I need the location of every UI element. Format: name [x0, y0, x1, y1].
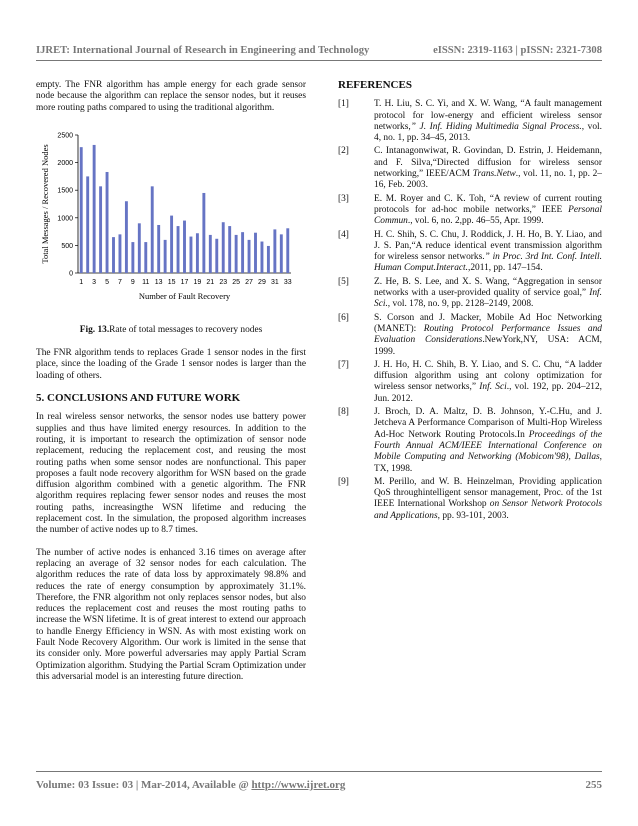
bar: [215, 239, 218, 273]
paragraph: empty. The FNR algorithm has ample energy for each grade sensor node because the algorithm can replace the sensor nodes, but it reuses more routing paths compared to using the traditional algorithm.: [36, 80, 306, 113]
y-axis-label: Total Messages / Recovered Nodes: [40, 144, 50, 264]
bar: [170, 215, 173, 272]
y-tick-label: 2000: [57, 159, 73, 167]
bar: [190, 236, 193, 272]
x-tick-label: 17: [180, 278, 189, 286]
bar-chart: [36, 125, 306, 313]
reference-item: [5] Z. He, B. S. Lee, and X. S. Wang, “Aggregation in sensor networks with a user-provided quality of service goal,” Inf. Sci., vol. 178, no. 9, pp. 2128–2149, 2008.: [338, 276, 602, 310]
x-tick-label: 11: [142, 278, 150, 286]
section-title: 5. CONCLUSIONS AND FUTURE WORK: [36, 392, 241, 405]
bar: [267, 246, 270, 273]
bar: [164, 240, 167, 273]
bar: [177, 226, 180, 273]
y-tick-label: 1500: [57, 187, 73, 195]
bar: [144, 242, 147, 273]
running-footer: [36, 779, 602, 791]
reference-item: [2] C. Intanagonwiwat, R. Govindan, D. Estrin, J. Heidemann, and F. Silva,“Directed diffusion for wireless sensor networking,” IEEE/ACM Trans.Netw., vol. 11, no. 1, pp. 2–16, Feb. 2003.: [338, 146, 602, 191]
x-tick-label: 23: [219, 278, 228, 286]
bar: [93, 145, 96, 273]
bar: [151, 186, 154, 273]
x-tick-label: 7: [118, 278, 122, 286]
x-tick-label: 15: [167, 278, 176, 286]
right-column: [338, 80, 602, 524]
bar: [273, 229, 276, 273]
bar: [248, 240, 251, 273]
reference-item: [6] S. Corson and J. Macker, Mobile Ad Hoc Networking (MANET): Routing Protocol Performance Issues and Evaluation Considerations.NewYork,NY, USA: ACM, 1999.: [338, 312, 602, 357]
bar: [196, 233, 199, 273]
references-title: REFERENCES: [338, 79, 412, 91]
bar: [138, 223, 141, 273]
bar: [209, 235, 212, 273]
x-axis-label: Number of Fault Recovery: [138, 290, 231, 301]
bar: [183, 220, 186, 272]
y-tick-label: 1000: [57, 215, 73, 223]
x-tick-label: 33: [283, 278, 292, 286]
paragraph: The FNR algorithm tends to replaces Grade 1 sensor nodes in the first place, since the loading of the Grade 1 sensor nodes is larger than the loading of others.: [36, 348, 306, 381]
reference-item: [9] M. Perillo, and W. B. Heinzelman, Providing application QoS throughintelligent sensor management, Proc. of the 1st IEEE International Workshop on Sensor Network Protocols and Applications, pp. 93-101, 2003.: [338, 476, 602, 521]
bar: [106, 172, 109, 273]
left-column: [36, 80, 306, 694]
journal-name: IJRET: International Journal of Research in Engineering and Technology: [36, 45, 370, 56]
header-rule: [36, 60, 602, 61]
y-tick-label: 500: [61, 242, 73, 250]
journal-link[interactable]: http://www.ijret.org: [251, 779, 346, 791]
bar: [222, 222, 225, 273]
x-tick-label: 27: [245, 278, 253, 286]
bar: [261, 241, 264, 272]
bar: [254, 233, 257, 273]
x-tick-label: 3: [92, 278, 97, 286]
bar: [119, 234, 122, 273]
y-tick-label: 2500: [57, 132, 73, 140]
bar: [86, 176, 89, 273]
reference-item: [4] H. C. Shih, S. C. Chu, J. Roddick, J. H. Ho, B. Y. Liao, and J. S. Pan,“A reduce identical event transmission algorithm for wireless sensor networks.” in Proc. 3rd Int. Conf. Intell. Human Comput.Interact.,2011, pp. 147–154.: [338, 229, 602, 274]
reference-item: [7] J. H. Ho, H. C. Shih, B. Y. Liao, and S. C. Chu, “A ladder diffusion algorithm using ant colony optimization for wireless sensor networks,” Inf. Sci., vol. 192, pp. 204–212, Jun. 2012.: [338, 359, 602, 404]
bar: [202, 193, 205, 273]
bar: [280, 234, 283, 273]
bar: [125, 201, 128, 273]
x-tick-label: 29: [258, 278, 266, 286]
bar: [99, 186, 102, 273]
bar: [112, 237, 115, 273]
bar: [131, 242, 134, 273]
x-tick-label: 9: [130, 278, 135, 286]
footer-rule: [36, 771, 602, 772]
reference-item: [1] T. H. Liu, S. C. Yi, and X. W. Wang, “A fault management protocol for low-energy and efficient wireless sensor networks,” J. Inf. Hiding Multimedia Signal Process., vol. 4, no. 1, pp. 34–45, 2013.: [338, 99, 602, 144]
caption-label: Fig. 13.: [79, 324, 110, 335]
page-number: 255: [585, 779, 602, 791]
x-tick-label: 31: [270, 278, 279, 286]
bar: [286, 228, 289, 273]
chart-svg: [36, 125, 306, 313]
running-header: [36, 38, 602, 56]
bar: [241, 232, 244, 273]
caption-text: Rate of total messages to recovery nodes: [109, 324, 263, 335]
bar: [235, 235, 238, 273]
x-tick-label: 21: [206, 278, 215, 286]
figure-caption: [36, 325, 306, 336]
bar: [80, 147, 83, 273]
reference-item: [3] E. M. Royer and C. K. Toh, “A review of current routing protocols for ad-hoc mobile networks,” IEEE Personal Commun., vol. 6, no. 2,pp. 46–55, Apr. 1999.: [338, 193, 602, 227]
bar: [157, 225, 160, 273]
y-tick-label: 0: [69, 270, 73, 278]
x-tick-label: 1: [79, 278, 84, 286]
x-tick-label: 5: [105, 278, 109, 286]
x-tick-label: 19: [193, 278, 202, 286]
x-tick-label: 25: [232, 278, 241, 286]
reference-item: [8] J. Broch, D. A. Maltz, D. B. Johnson, Y.-C.Hu, and J. Jetcheva A Performance Comparison of Multi-Hop Wireless Ad-Hoc Network Routing Protocols.In Proceedings of the Fourth Annual ACM/IEEE International Conference on Mobile Computing and Networking (Mobicom'98), Dallas, TX, 1998.: [338, 407, 602, 474]
paragraph: The number of active nodes is enhanced 3.16 times on average after replacing an average of 32 sensor nodes for each calculation. The algorithm reduces the rate of data loss by approximately 98.8% and reduces the rate of energy consumption by approximately 31.1%. Therefore, the FNR algorithm not only replaces sensor nodes, but also reduces the replacement cost and reuses the most routing paths to increase the WSN lifetime. It is of great interest to extend our approach to handle Energy Efficiency in WSN. As with most existing work on Fault Node Recovery Algorithm. Our work is limited in the sense that its consider only. More powerful adversaries may apply Partial Scram Optimization algorithm. Studying the Partial Scram Optimization under this adversarial model is an interesting future direction.: [36, 547, 306, 682]
issn: eISSN: 2319-1163 | pISSN: 2321-7308: [433, 45, 602, 56]
footer-volume: Volume: 03 Issue: 03 | Mar-2014, Available @ http://www.ijret.org: [36, 779, 346, 791]
x-tick-label: 13: [154, 278, 163, 286]
paragraph: In real wireless sensor networks, the sensor nodes use battery power supplies and thus have limited energy resources. In addition to the routing, it is important to research the optimization of sensor node replacement, reducing the replacement cost, and reusing the most routing paths when some sensor nodes are nonfunctional. This paper proposes a fault node recovery algorithm for WSN based on the grade diffusion algorithm combined with a genetic algorithm. The FNR algorithm requires replacing fewer sensor nodes and reuses the most routing paths, increasingthe WSN lifetime and reducing the replacement cost. In the simulation, the proposed algorithm increases the number of active nodes up to 8.7 times.: [36, 412, 306, 536]
bar: [228, 226, 231, 273]
